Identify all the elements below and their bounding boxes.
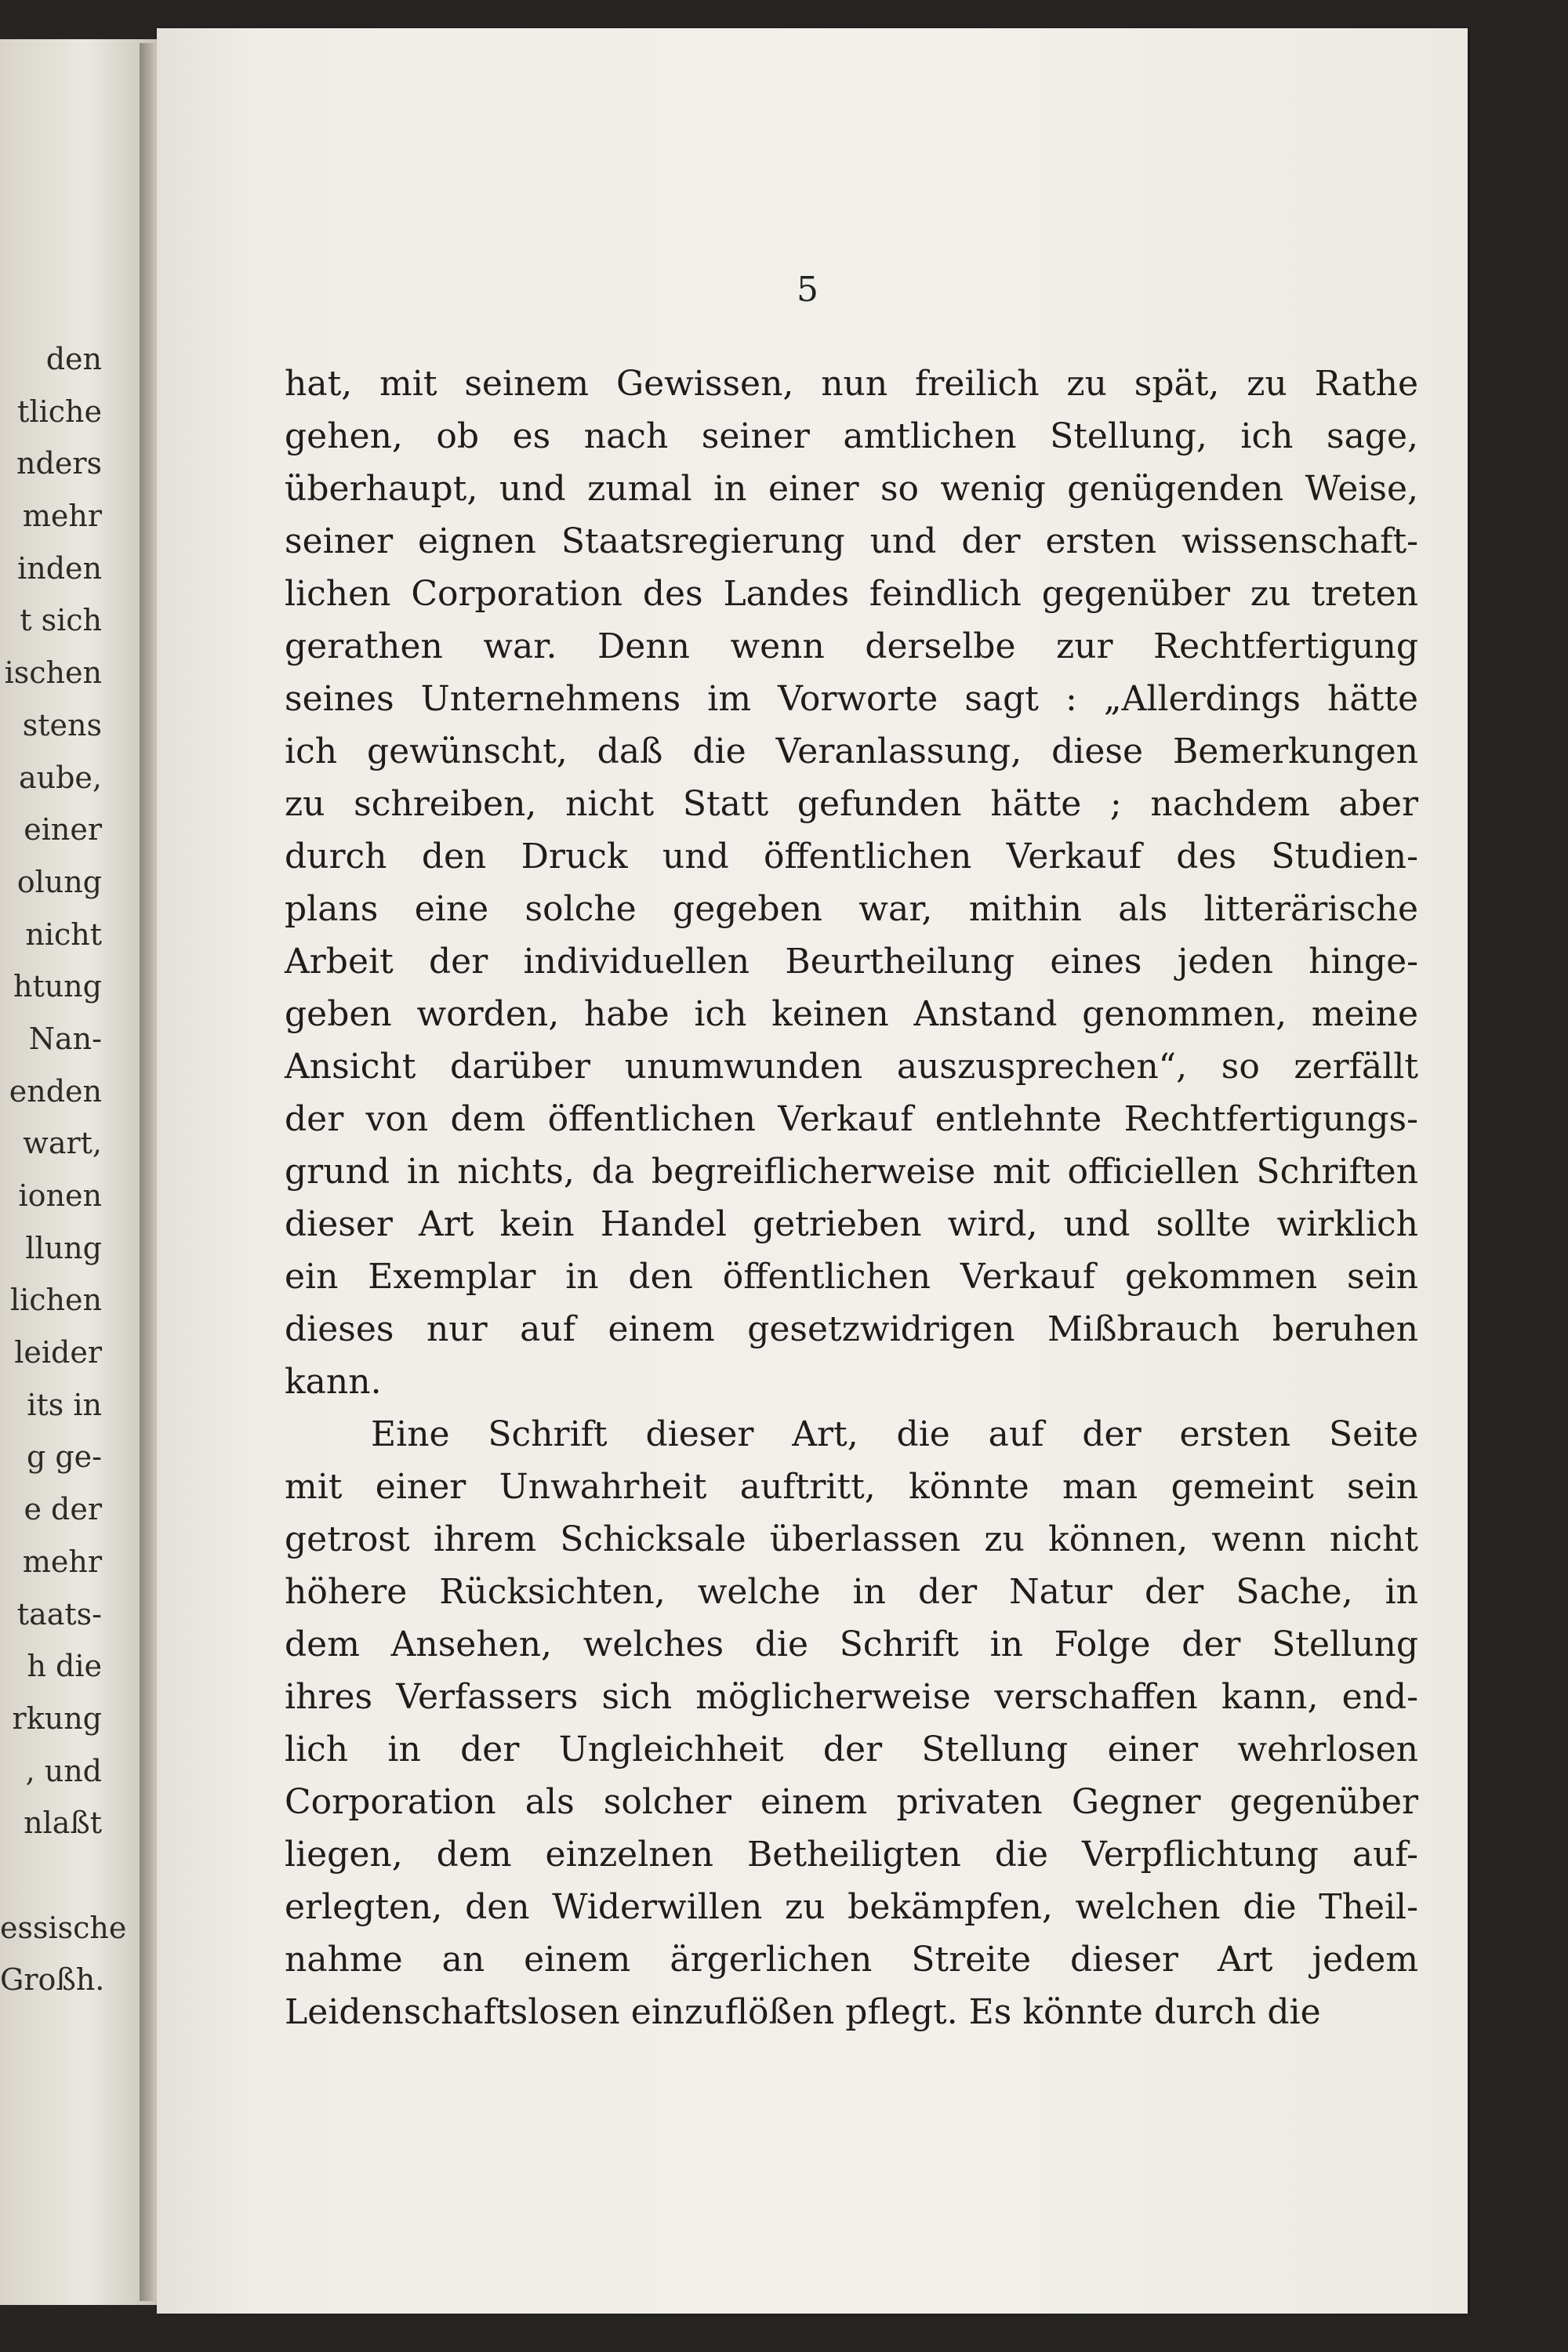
text-line: kann.	[285, 1362, 382, 1402]
text-line: grund in nichts, da begreiflicherweise mit officiellen Schriften	[285, 1152, 1418, 1192]
left-fragment-line: nicht	[25, 916, 102, 952]
text-line: ein Exemplar in den öffentlichen Verkauf gekommen sein	[285, 1257, 1418, 1297]
text-line: nahme an einem ärgerlichen Streite dieser Art jedem	[285, 1940, 1418, 1980]
page-number: 5	[797, 270, 818, 310]
left-fragment-line: den	[45, 342, 102, 376]
left-fragment-line: taats-	[16, 1596, 102, 1632]
right-page	[157, 28, 1468, 2314]
left-fragment-line: mehr	[22, 1544, 102, 1579]
text-line: seines Unternehmens im Vorworte sagt : „Allerdings hätte	[285, 679, 1418, 719]
text-line: lichen Corporation des Landes feindlich gegenüber zu treten	[285, 574, 1418, 614]
left-page	[0, 39, 157, 2305]
left-fragment-line: einer	[24, 812, 102, 848]
text-line: ihres Verfassers sich möglicherweise verschaffen kann, end-	[285, 1677, 1418, 1717]
left-fragment-line: leider	[14, 1335, 102, 1370]
text-line: dem Ansehen, welches die Schrift in Folge der Stellung	[285, 1624, 1418, 1664]
left-fragment-line: , und	[25, 1753, 102, 1788]
left-fragment-line: nders	[16, 446, 102, 481]
left-fragment-line: t sich	[20, 603, 102, 638]
left-fragment-line: mehr	[22, 499, 102, 534]
left-fragment-line: h die	[27, 1649, 102, 1684]
text-line: plans eine solche gegeben war, mithin als litterärische	[285, 889, 1418, 929]
left-fragment-line: e der	[24, 1492, 102, 1527]
left-fragment-line: nlaßt	[24, 1806, 102, 1841]
text-line: geben worden, habe ich keinen Anstand genommen, meine	[285, 994, 1418, 1034]
page-text	[285, 358, 1418, 2038]
left-fragment-line: olung	[16, 864, 102, 899]
left-fragment-line: aube,	[18, 760, 102, 795]
text-line: erlegten, den Widerwillen zu bekämpfen, welchen die Theil-	[285, 1887, 1418, 1927]
left-fragment-line: htung	[13, 969, 102, 1004]
left-fragment-line: rkung	[12, 1700, 102, 1736]
text-line: lich in der Ungleichheit der Stellung einer wehrlosen	[285, 1730, 1418, 1769]
text-line: dieses nur auf einem gesetzwidrigen Mißbrauch beruhen	[285, 1309, 1418, 1349]
left-fragment-line: Nan-	[28, 1021, 102, 1056]
text-line: der von dem öffentlichen Verkauf entlehnte Rechtfertigungs-	[285, 1099, 1418, 1139]
left-fragment-line: lichen	[9, 1283, 102, 1318]
left-fragment-line: wart,	[23, 1126, 102, 1161]
text-line: Ansicht darüber unumwunden auszusprechen“, so zerfällt	[285, 1047, 1418, 1087]
text-line: gerathen war. Denn wenn derselbe zur Rechtfertigung	[285, 626, 1418, 666]
left-fragment-line: ischen	[4, 655, 102, 691]
text-line: dieser Art kein Handel getrieben wird, und sollte wirklich	[285, 1204, 1418, 1244]
text-line: gehen, ob es nach seiner amtlichen Stellung, ich sage,	[285, 416, 1418, 456]
left-fragment-line: Großh.	[0, 1962, 105, 1998]
left-page-fragments	[0, 333, 127, 2006]
text-line: Eine Schrift dieser Art, die auf der ersten Seite	[371, 1414, 1418, 1454]
text-line: mit einer Unwahrheit auftritt, könnte man gemeint sein	[285, 1467, 1418, 1507]
text-line: Corporation als solcher einem privaten Gegner gegenüber	[285, 1782, 1418, 1822]
left-fragment-line: essische	[0, 1910, 127, 1945]
left-fragment-line: stens	[22, 707, 102, 742]
left-fragment-line: g ge-	[26, 1439, 102, 1475]
text-line: hat, mit seinem Gewissen, nun freilich zu spät, zu Rathe	[285, 364, 1418, 404]
left-fragment-line: tliche	[17, 394, 102, 429]
text-line: überhaupt, und zumal in einer so wenig genügenden Weise,	[285, 469, 1418, 509]
text-line: Arbeit der individuellen Beurtheilung eines jeden hinge-	[285, 942, 1418, 982]
text-line: ich gewünscht, daß die Veranlassung, diese Bemerkungen	[285, 731, 1418, 771]
left-fragment-line: llung	[25, 1230, 102, 1265]
text-line: getrost ihrem Schicksale überlassen zu können, wenn nicht	[285, 1519, 1418, 1559]
left-fragment-line	[0, 1849, 102, 1902]
text-line: Leidenschaftslosen einzuflößen pflegt. Es könnte durch die	[285, 1992, 1321, 2032]
text-line: zu schreiben, nicht Statt gefunden hätte ; nachdem aber	[285, 784, 1418, 824]
left-fragment-line: its in	[27, 1387, 102, 1422]
left-fragment-line: ionen	[18, 1178, 102, 1213]
text-line: durch den Druck und öffentlichen Verkauf des Studien-	[285, 837, 1418, 877]
left-fragment-line: enden	[9, 1073, 102, 1109]
text-line: liegen, dem einzelnen Betheiligten die Verpflichtung auf-	[285, 1835, 1418, 1875]
text-line: seiner eignen Staatsregierung und der ersten wissenschaft-	[285, 521, 1418, 561]
left-fragment-line: inden	[17, 550, 102, 586]
text-line: höhere Rücksichten, welche in der Natur der Sache, in	[285, 1572, 1418, 1612]
